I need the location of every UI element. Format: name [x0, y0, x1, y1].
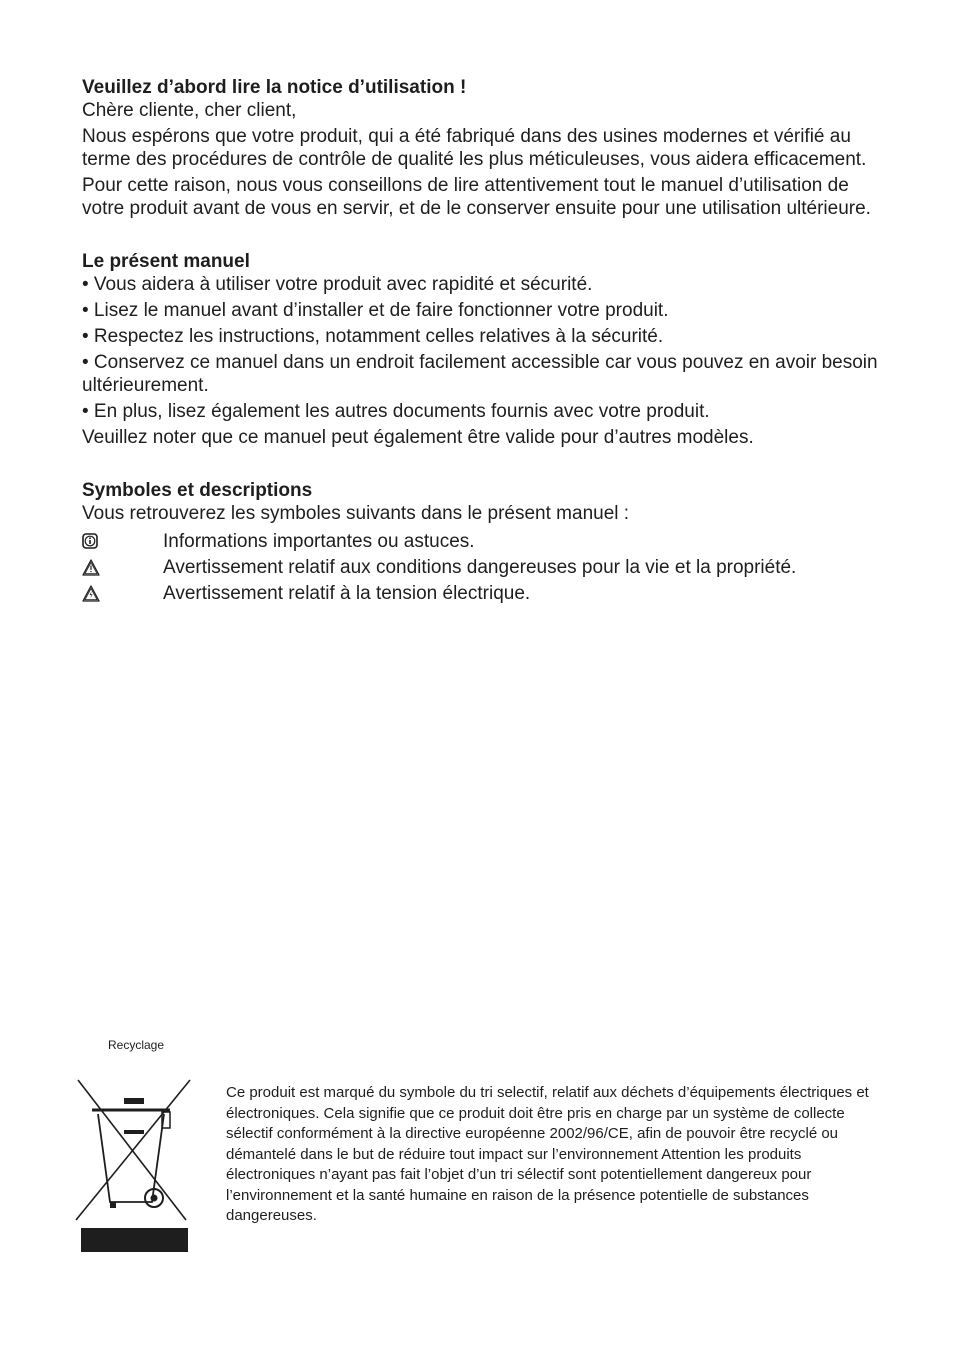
manual-bullet: • En plus, lisez également les autres documents fournis avec votre produit. — [82, 401, 710, 422]
symbol-description: Informations importantes ou astuces. — [163, 530, 475, 552]
symbol-description: Avertissement relatif aux conditions dangereuses pour la vie et la propriété. — [163, 556, 797, 578]
symbol-description: Avertissement relatif à la tension électrique. — [163, 582, 531, 604]
manual-page — [82, 76, 882, 606]
recycling-symbol — [74, 1038, 194, 1258]
manual-title: Le présent manuel — [82, 251, 250, 272]
intro-paragraph-2: Pour cette raison, nous vous conseillons de lire attentivement tout le manuel d’utilisation de votre produit avant de vous en servir, et de le conserver ensuite pour une utilisation ultérieure. — [82, 175, 871, 219]
intro-paragraph-1: Nous espérons que votre produit, qui a été fabriqué dans des usines modernes et vérifié au terme des procédures de contrôle de qualité les plus méticuleuses, vous aidera efficacement. — [82, 126, 867, 170]
recycling-label: Recyclage — [107, 1038, 165, 1052]
symbols-intro: Vous retrouverez les symboles suivants dans le présent manuel : — [82, 503, 630, 524]
warning-icon — [82, 559, 163, 576]
info-icon — [82, 533, 163, 549]
electric-warning-icon — [82, 585, 163, 602]
symbol-row — [82, 528, 882, 554]
manual-bullet: • Conservez ce manuel dans un endroit facilement accessible car vous pouvez en avoir besoin ultérieurement. — [82, 352, 878, 396]
manual-bullet: • Vous aidera à utiliser votre produit avec rapidité et sécurité. — [82, 274, 593, 295]
greeting: Chère cliente, cher client, — [82, 100, 297, 121]
manual-bullet: • Lisez le manuel avant d’installer et de faire fonctionner votre produit. — [82, 300, 669, 321]
crossed-bin-icon — [74, 1058, 198, 1258]
symbol-row — [82, 580, 882, 606]
symbol-row — [82, 554, 882, 580]
manual-bullet: • Respectez les instructions, notamment celles relatives à la sécurité. — [82, 326, 664, 347]
manual-note: Veuillez noter que ce manuel peut également être valide pour d’autres modèles. — [82, 427, 754, 448]
recycling-text: Ce produit est marqué du symbole du tri selectif, relatif aux déchets d’équipements électriques et électroniques. Cela signifie que ce produit doit être pris en charge par un système de collecte sélectif conformément à la directive européenne 2002/96/CE, afin de pouvoir être recyclé ou démantelé dans le but de réduire tout impact sur l’environnement Attention les produits électroniques n’ayant pas fait l’objet d’un tri sélectif sont potentiellement dangereux pour l’environnement et la santé humaine en raison de la présence potentielle de substances dangereuses. — [226, 1084, 869, 1224]
intro-title: Veuillez d’abord lire la notice d’utilisation ! — [82, 77, 467, 98]
symbols-title: Symboles et descriptions — [82, 480, 313, 501]
